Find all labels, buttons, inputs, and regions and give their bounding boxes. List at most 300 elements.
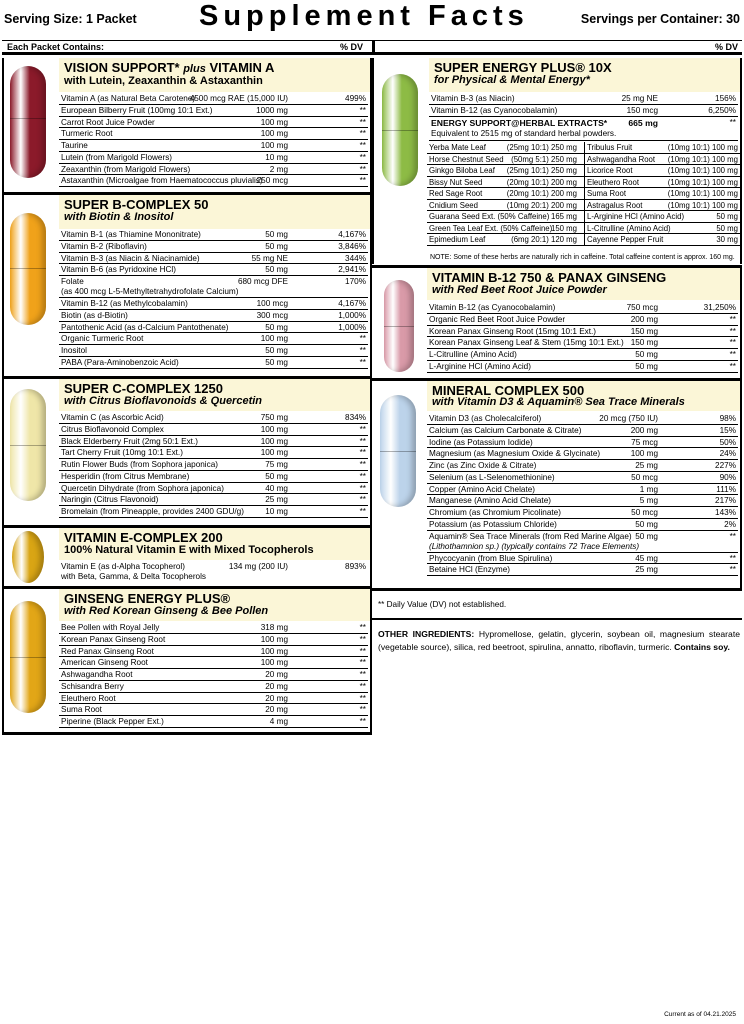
capsule-icon bbox=[10, 213, 46, 325]
herb-amount: (6mg 20:1) 120 mg bbox=[511, 235, 577, 244]
amount: 75 mcg bbox=[631, 437, 658, 447]
table-row bbox=[59, 105, 368, 117]
herb-row bbox=[427, 165, 740, 177]
section-title: VITAMIN E-COMPLEX 200 bbox=[64, 530, 223, 545]
amount: 75 mg bbox=[265, 460, 288, 469]
section-subtitle: with Red Korean Ginseng & Bee Pollen bbox=[64, 605, 269, 617]
daily-value: 15% bbox=[719, 425, 736, 435]
herb-amount: 165 mg bbox=[550, 212, 577, 221]
section-header bbox=[59, 589, 370, 621]
amount: 20 mg bbox=[265, 670, 288, 679]
amount: 50 mg bbox=[265, 322, 288, 332]
table-row bbox=[59, 117, 368, 129]
table-row bbox=[59, 471, 368, 483]
herb-amount: (10mg 10:1) 100 mg bbox=[667, 177, 738, 187]
section-vision-support bbox=[2, 58, 372, 192]
daily-value: 3,846% bbox=[338, 241, 366, 251]
daily-value: 1,000% bbox=[338, 322, 366, 332]
nutrient-name: L-Citrulline (Amino Acid) bbox=[429, 350, 517, 359]
table-row bbox=[59, 357, 368, 369]
amount: 100 mg bbox=[260, 436, 288, 446]
current-date: Current as of 04.21.2025 bbox=[664, 1010, 736, 1018]
header bbox=[0, 0, 744, 40]
daily-value: 4,167% bbox=[338, 299, 366, 308]
cell-divider bbox=[584, 211, 585, 222]
nutrient-name: Bee Pollen with Royal Jelly bbox=[61, 623, 160, 632]
table-row bbox=[427, 472, 738, 484]
nutrient-name: Calcium (as Calcium Carbonate & Citrate) bbox=[429, 425, 582, 435]
daily-value: ** bbox=[359, 693, 366, 703]
daily-value: ** bbox=[359, 176, 366, 186]
daily-value: 344% bbox=[345, 253, 366, 263]
nutrient-name: European Bilberry Fruit (100mg 10:1 Ext.) bbox=[61, 105, 213, 115]
nutrient-table bbox=[59, 622, 368, 728]
table-row bbox=[59, 412, 368, 424]
nutrient-name: Korean Panax Ginseng Root (15mg 10:1 Ext.) bbox=[429, 326, 597, 336]
amount: 250 mcg bbox=[256, 176, 288, 186]
amount: 4 mg bbox=[269, 717, 288, 726]
section-title: SUPER B-COMPLEX 50 bbox=[64, 197, 209, 212]
amount: 45 mg bbox=[635, 553, 658, 563]
nutrient-name: Schisandra Berry bbox=[61, 681, 124, 691]
section-header bbox=[427, 268, 740, 300]
amount: 50 mg bbox=[265, 265, 288, 275]
serving-size: Serving Size: 1 Packet bbox=[4, 12, 137, 26]
caffeine-note: NOTE: Some of these herbs are naturally rich in caffeine. Total caffeine content is approx. 160 mg. bbox=[430, 254, 735, 261]
daily-value: ** bbox=[359, 646, 366, 656]
daily-value: ** bbox=[359, 495, 366, 505]
daily-value: ** bbox=[359, 346, 366, 355]
section-subtitle: 100% Natural Vitamin E with Mixed Tocopherols bbox=[64, 544, 314, 556]
section-title: SUPER C-COMPLEX 1250 bbox=[64, 381, 223, 396]
table-row bbox=[427, 448, 738, 460]
nutrient-name: Quercetin Dihydrate (from Sophora japonica) bbox=[61, 483, 224, 493]
amount: 200 mg bbox=[630, 425, 658, 435]
daily-value: 4,167% bbox=[338, 230, 366, 239]
table-row bbox=[427, 495, 738, 507]
other-ingredients: OTHER INGREDIENTS: Hypromellose, gelatin, glycerin, soybean oil, magnesium stearate (vegetable source), silica, red beetroot, spirulina, annatto, riboflavin, turmeric. Contains soy. bbox=[378, 629, 740, 652]
section-subtitle: for Physical & Mental Energy* bbox=[434, 74, 590, 86]
section-subtitle: with Citrus Bioflavonoids & Quercetin bbox=[64, 395, 263, 407]
nutrient-name: Eleuthero Root bbox=[61, 693, 116, 703]
table-row bbox=[429, 105, 738, 117]
nutrient-name: Selenium (as L-Selenomethionine) bbox=[429, 472, 555, 482]
section-header bbox=[59, 379, 370, 411]
daily-value: ** bbox=[359, 681, 366, 691]
table-row: Folate (as 400 mcg L-5-Methyltetrahydrofolate Calcium) 680 mcg DFE 170% bbox=[61, 277, 366, 296]
table-row bbox=[59, 93, 368, 105]
herb-name: Eleuthero Root bbox=[587, 177, 640, 187]
herb-name: Cayenne Pepper Fruit bbox=[587, 235, 664, 244]
amount: 50 mg bbox=[265, 346, 288, 355]
daily-value: ** bbox=[359, 634, 366, 644]
table-row bbox=[59, 436, 368, 448]
amount: 20 mg bbox=[265, 705, 288, 715]
herb-amount: (25mg 10:1) 250 mg bbox=[506, 166, 577, 175]
table-row bbox=[59, 681, 368, 693]
amount: 100 mg bbox=[260, 117, 288, 127]
daily-value: ** bbox=[359, 507, 366, 516]
table-row bbox=[427, 519, 738, 531]
daily-value: ** bbox=[359, 105, 366, 115]
daily-value: ** bbox=[359, 141, 366, 150]
table-row bbox=[59, 241, 368, 253]
nutrient-name: Vitamin B-3 (as Niacin) bbox=[431, 94, 515, 103]
section-header bbox=[59, 195, 370, 229]
section-ginseng-energy bbox=[2, 589, 372, 735]
divider bbox=[372, 588, 742, 591]
section-title: VITAMIN B-12 750 & PANAX GINSENG bbox=[432, 270, 667, 285]
nutrient-name: Phycocyanin (from Blue Spirulina) bbox=[429, 553, 553, 563]
herb-name: Epimedium Leaf bbox=[429, 235, 486, 244]
table-row bbox=[59, 447, 368, 459]
amount: 1 mg bbox=[639, 484, 658, 494]
divider bbox=[372, 618, 742, 620]
amount: 25 mg bbox=[635, 565, 658, 575]
herb-name: Ginkgo Biloba Leaf bbox=[429, 166, 495, 175]
herb-name: Cnidium Seed bbox=[429, 200, 478, 210]
table-row bbox=[59, 669, 368, 681]
nutrient-name: Black Elderberry Fruit (2mg 50:1 Ext.) bbox=[61, 436, 198, 446]
nutrient-name: Copper (Amino Acid Chelate) bbox=[429, 484, 536, 494]
herb-amount: (10mg 20:1) 200 mg bbox=[506, 200, 577, 210]
amount: 50 mg bbox=[635, 519, 658, 529]
cell-divider bbox=[584, 200, 585, 211]
nutrient-name: PABA (Para-Aminobenzoic Acid) bbox=[61, 357, 179, 367]
amount: 100 mg bbox=[630, 449, 658, 459]
table-row bbox=[59, 494, 368, 506]
herb-name: Tribulus Fruit bbox=[587, 143, 633, 152]
nutrient-name: Inositol bbox=[61, 346, 87, 355]
daily-value: ** bbox=[729, 565, 736, 575]
nutrient-table bbox=[427, 302, 738, 373]
table-row bbox=[59, 322, 368, 334]
amount: 150 mg bbox=[630, 338, 658, 348]
nutrient-table bbox=[429, 93, 738, 141]
daily-value: 2,941% bbox=[338, 265, 366, 275]
nutrient-name: Taurine bbox=[61, 141, 88, 150]
herb-row bbox=[427, 211, 740, 223]
amount: 2 mg bbox=[269, 164, 288, 174]
daily-value: 1,000% bbox=[338, 310, 366, 320]
cell-divider bbox=[584, 188, 585, 199]
section-subtitle: with Vitamin D3 & Aquamin® Sea Trace Minerals bbox=[432, 396, 685, 408]
amount: 100 mcg bbox=[256, 299, 288, 308]
amount: 50 mg bbox=[265, 241, 288, 251]
daily-value: ** bbox=[729, 338, 736, 348]
herb-row bbox=[427, 234, 740, 246]
amount: 50 mg bbox=[265, 357, 288, 367]
table-row bbox=[59, 622, 368, 634]
nutrient-name: Suma Root bbox=[61, 705, 102, 715]
amount: 1000 mg bbox=[256, 105, 288, 115]
table-row bbox=[59, 333, 368, 345]
herb-amount: 30 mg bbox=[716, 235, 738, 244]
nutrient-name: Vitamin B-3 (as Niacin & Niacinamide) bbox=[61, 253, 200, 263]
nutrient-name: Vitamin C (as Ascorbic Acid) bbox=[61, 413, 164, 422]
capsule-icon bbox=[380, 395, 416, 507]
table-row bbox=[427, 425, 738, 437]
nutrient-name: Vitamin A (as Natural Beta Carotene) bbox=[61, 94, 196, 103]
herb-name: L-Citrulline (Amino Acid) bbox=[587, 223, 671, 233]
nutrient-name: Turmeric Root bbox=[61, 129, 113, 139]
column-header-bar bbox=[2, 40, 742, 55]
herb-name: Ashwagandha Root bbox=[587, 154, 656, 164]
daily-value: ** bbox=[359, 129, 366, 139]
section-header bbox=[59, 58, 370, 92]
amount: 25 mg NE bbox=[621, 94, 658, 103]
nutrient-name: Biotin (as d-Biotin) bbox=[61, 310, 128, 320]
section-title: MINERAL COMPLEX 500 bbox=[432, 383, 585, 398]
section-title: SUPER ENERGY PLUS® 10X bbox=[434, 60, 612, 75]
cell-divider bbox=[584, 142, 585, 153]
table-row bbox=[59, 459, 368, 471]
each-packet-label: Each Packet Contains: bbox=[7, 42, 105, 52]
herb-name: Licorice Root bbox=[587, 166, 633, 175]
nutrient-name: Betaine HCl (Enzyme) bbox=[429, 565, 510, 575]
herb-name: Astragalus Root bbox=[587, 200, 643, 210]
table-row bbox=[427, 437, 738, 449]
nutrient-name: Red Panax Ginseng Root bbox=[61, 646, 154, 656]
herb-amount: (10mg 10:1) 100 mg bbox=[667, 154, 738, 164]
nutrient-name: Vitamin D3 (as Cholecalciferol) bbox=[429, 414, 542, 423]
amount: 750 mg bbox=[260, 413, 288, 422]
nutrient-name: Organic Red Beet Root Juice Powder bbox=[429, 314, 566, 324]
table-row bbox=[59, 164, 368, 176]
daily-value: 227% bbox=[715, 461, 736, 470]
table-row bbox=[427, 349, 738, 361]
table-row bbox=[427, 553, 738, 565]
table-row bbox=[59, 424, 368, 436]
capsule-icon bbox=[10, 66, 46, 178]
nutrient-name: American Ginseng Root bbox=[61, 658, 148, 668]
daily-value: 6,250% bbox=[708, 105, 736, 115]
section-header bbox=[429, 58, 740, 92]
footnote: ** Daily Value (DV) not established. bbox=[378, 600, 507, 609]
section-b12-ginseng bbox=[372, 268, 742, 378]
daily-value: ** bbox=[359, 460, 366, 469]
herb-amount: (10mg 10:1) 100 mg bbox=[667, 143, 738, 152]
nutrient-name: Piperine (Black Pepper Ext.) bbox=[61, 717, 164, 726]
nutrient-name: Vitamin B-2 (Riboflavin) bbox=[61, 241, 147, 251]
nutrient-name: Hesperidin (from Citrus Membrane) bbox=[61, 471, 190, 481]
nutrient-name: Astaxanthin (Microalgae from Haematococcus pluvialis) bbox=[61, 176, 263, 186]
amount: 100 mg bbox=[260, 658, 288, 668]
nutrient-name: Korean Panax Ginseng Leaf & Stem (15mg 10:1 Ext.) bbox=[429, 338, 624, 348]
herb-name: Horse Chestnut Seed bbox=[429, 154, 504, 164]
table-row bbox=[427, 361, 738, 373]
nutrient-name: Manganese (Amino Acid Chelate) bbox=[429, 496, 551, 506]
table-row bbox=[59, 175, 368, 187]
daily-value: ** bbox=[729, 350, 736, 359]
table-row bbox=[59, 506, 368, 518]
daily-value: 143% bbox=[715, 508, 736, 517]
table-row bbox=[427, 326, 738, 338]
section-mineral-complex bbox=[372, 381, 742, 588]
table-row bbox=[59, 716, 368, 728]
daily-value: 24% bbox=[719, 449, 736, 459]
nutrient-name: Zeaxanthin (from Marigold Flowers) bbox=[61, 164, 191, 174]
table-row bbox=[429, 93, 738, 105]
daily-value: ** bbox=[359, 357, 366, 367]
table-row bbox=[427, 314, 738, 326]
amount: 50 mcg bbox=[631, 472, 658, 482]
dv-header-left: % DV bbox=[340, 42, 364, 52]
amount: 150 mcg bbox=[626, 105, 658, 115]
nutrient-name: Magnesium (as Magnesium Oxide & Glycinate) bbox=[429, 449, 601, 459]
section-title: VISION SUPPORT* plus VITAMIN A bbox=[64, 60, 275, 75]
nutrient-name: Tart Cherry Fruit (10mg 10:1 Ext.) bbox=[61, 448, 183, 458]
nutrient-name: Korean Panax Ginseng Root bbox=[61, 634, 166, 644]
table-row bbox=[59, 693, 368, 705]
table-row bbox=[59, 345, 368, 357]
section-subtitle: with Biotin & Inositol bbox=[64, 211, 174, 223]
cell-divider bbox=[584, 165, 585, 176]
daily-value: ** bbox=[359, 623, 366, 632]
daily-value: ** bbox=[359, 334, 366, 344]
capsule-icon bbox=[10, 601, 46, 713]
table-row bbox=[427, 507, 738, 519]
daily-value: ** bbox=[359, 717, 366, 726]
nutrient-name: Ashwagandha Root bbox=[61, 670, 133, 679]
herb-amount: (10mg 10:1) 100 mg bbox=[667, 166, 738, 175]
section-subtitle: with Lutein, Zeaxanthin & Astaxanthin bbox=[64, 75, 263, 87]
servings-per-container: Servings per Container: 30 bbox=[580, 12, 740, 26]
herb-name: Green Tea Leaf Ext. (50% Caffeine) bbox=[429, 223, 553, 233]
amount: 150 mg bbox=[630, 326, 658, 336]
daily-value: ** bbox=[359, 670, 366, 679]
dv-header-right: % DV bbox=[714, 42, 738, 52]
nutrient-name: Bromelain (from Pineapple, provides 2400 GDU/g) bbox=[61, 507, 244, 516]
herb-row bbox=[427, 154, 740, 166]
amount: 100 mg bbox=[260, 129, 288, 139]
herb-amount: 150 mg bbox=[550, 223, 577, 233]
amount: 10 mg bbox=[265, 507, 288, 516]
amount: 50 mg bbox=[635, 350, 658, 359]
amount: 750 mcg bbox=[626, 303, 658, 312]
amount: 20 mg bbox=[265, 681, 288, 691]
amount: 100 mg bbox=[260, 424, 288, 434]
daily-value: ** bbox=[359, 117, 366, 127]
nutrient-table bbox=[59, 412, 368, 518]
table-row bbox=[59, 128, 368, 140]
section-header bbox=[427, 381, 740, 411]
amount: 4500 mcg RAE (15,000 IU) bbox=[189, 94, 288, 103]
nutrient-name: Lutein (from Marigold Flowers) bbox=[61, 152, 173, 162]
nutrient-name: Carrot Root Juice Powder bbox=[61, 117, 155, 127]
amount: 20 mg bbox=[265, 693, 288, 703]
herb-amount: 50 mg bbox=[716, 212, 738, 221]
daily-value: 499% bbox=[345, 94, 366, 103]
herb-amount: (50mg 5:1) 250 mg bbox=[511, 154, 577, 164]
nutrient-name: Rutin Flower Buds (from Sophora japonica) bbox=[61, 460, 218, 469]
daily-value: 111% bbox=[716, 484, 736, 494]
daily-value: ** bbox=[729, 326, 736, 336]
herb-row bbox=[427, 223, 740, 235]
cell-divider bbox=[584, 154, 585, 165]
herb-name: L-Arginine HCl (Amino Acid) bbox=[587, 212, 685, 221]
daily-value: ** bbox=[729, 314, 736, 324]
daily-value: ** bbox=[359, 152, 366, 162]
amount: 50 mg bbox=[265, 230, 288, 239]
nutrient-name: Potassium (as Potassium Chloride) bbox=[429, 519, 557, 529]
amount: 50 mg bbox=[265, 471, 288, 481]
daily-value: 834% bbox=[345, 413, 366, 422]
herb-row bbox=[427, 200, 740, 212]
herb-name: Red Sage Root bbox=[429, 189, 483, 198]
herb-name: Guarana Seed Ext. (50% Caffeine) bbox=[429, 212, 550, 221]
amount: 20 mcg (750 IU) bbox=[599, 414, 658, 423]
section-header bbox=[59, 528, 370, 560]
nutrient-name: Zinc (as Zinc Oxide & Citrate) bbox=[429, 461, 537, 470]
daily-value: 90% bbox=[719, 472, 736, 482]
amount: 100 mg bbox=[260, 334, 288, 344]
nutrient-name: Organic Turmeric Root bbox=[61, 334, 144, 344]
amount: 100 mg bbox=[260, 646, 288, 656]
table-row: Aquamin® Sea Trace Minerals (from Red Marine Algae) (Lithothamnion sp.) (typically contains 72 Trace Elements) 50 mg ** bbox=[429, 531, 736, 551]
section-e-complex bbox=[2, 528, 372, 586]
amount: 55 mg NE bbox=[251, 253, 288, 263]
nutrient-table bbox=[59, 93, 368, 187]
nutrient-name: Citrus Bioflavonoid Complex bbox=[61, 424, 164, 434]
cell-divider bbox=[584, 223, 585, 234]
amount: 25 mg bbox=[635, 461, 658, 470]
daily-value: ** bbox=[359, 424, 366, 434]
column-divider bbox=[372, 41, 375, 53]
daily-value: ** bbox=[359, 658, 366, 668]
table-row bbox=[59, 253, 368, 265]
table-row bbox=[59, 298, 368, 310]
daily-value: 2% bbox=[724, 519, 736, 529]
amount: 100 mg bbox=[260, 448, 288, 458]
table-row bbox=[59, 140, 368, 152]
daily-value: ** bbox=[359, 705, 366, 715]
nutrient-table bbox=[59, 229, 368, 369]
herb-name: Bissy Nut Seed bbox=[429, 177, 483, 187]
herb-amount: (20mg 10:1) 200 mg bbox=[506, 177, 577, 187]
amount: 50 mg bbox=[635, 361, 658, 371]
table-row bbox=[427, 564, 738, 576]
daily-value: 31,250% bbox=[703, 303, 736, 312]
amount: 5 mg bbox=[639, 496, 658, 506]
table-row bbox=[427, 413, 738, 425]
table-row bbox=[59, 310, 368, 322]
table-row bbox=[427, 484, 738, 496]
daily-value: 156% bbox=[715, 94, 736, 103]
nutrient-table bbox=[59, 561, 368, 583]
herb-name: Yerba Mate Leaf bbox=[429, 143, 486, 152]
amount: 200 mg bbox=[630, 314, 658, 324]
herbal-extract-row: ENERGY SUPPORT@HERBAL EXTRACTS* 665 mg ** Equivalent to 2515 mg of standard herbal powders. bbox=[429, 117, 738, 141]
table-row bbox=[59, 704, 368, 716]
table-row bbox=[59, 646, 368, 658]
nutrient-name: Vitamin B-12 (as Methylcobalamin) bbox=[61, 299, 188, 308]
table-row bbox=[427, 337, 738, 349]
daily-value: ** bbox=[359, 448, 366, 458]
herb-amount: (25mg 10:1) 250 mg bbox=[506, 143, 577, 152]
herb-amount: (10mg 10:1) 100 mg bbox=[667, 189, 738, 198]
table-row bbox=[59, 152, 368, 164]
section-b-complex bbox=[2, 195, 372, 376]
daily-value: 98% bbox=[719, 414, 736, 423]
herb-amount: (20mg 10:1) 200 mg bbox=[506, 189, 577, 198]
daily-value: ** bbox=[359, 164, 366, 174]
amount: 318 mg bbox=[260, 623, 288, 632]
nutrient-name: Vitamin B-12 (as Cyanocobalamin) bbox=[431, 105, 558, 115]
daily-value: ** bbox=[729, 361, 736, 371]
herb-row bbox=[427, 177, 740, 189]
table-row: Vitamin E (as d-Alpha Tocopherol) with Beta, Gamma, & Delta Tocopherols 134 mg (200 IU) 893% bbox=[61, 562, 366, 581]
